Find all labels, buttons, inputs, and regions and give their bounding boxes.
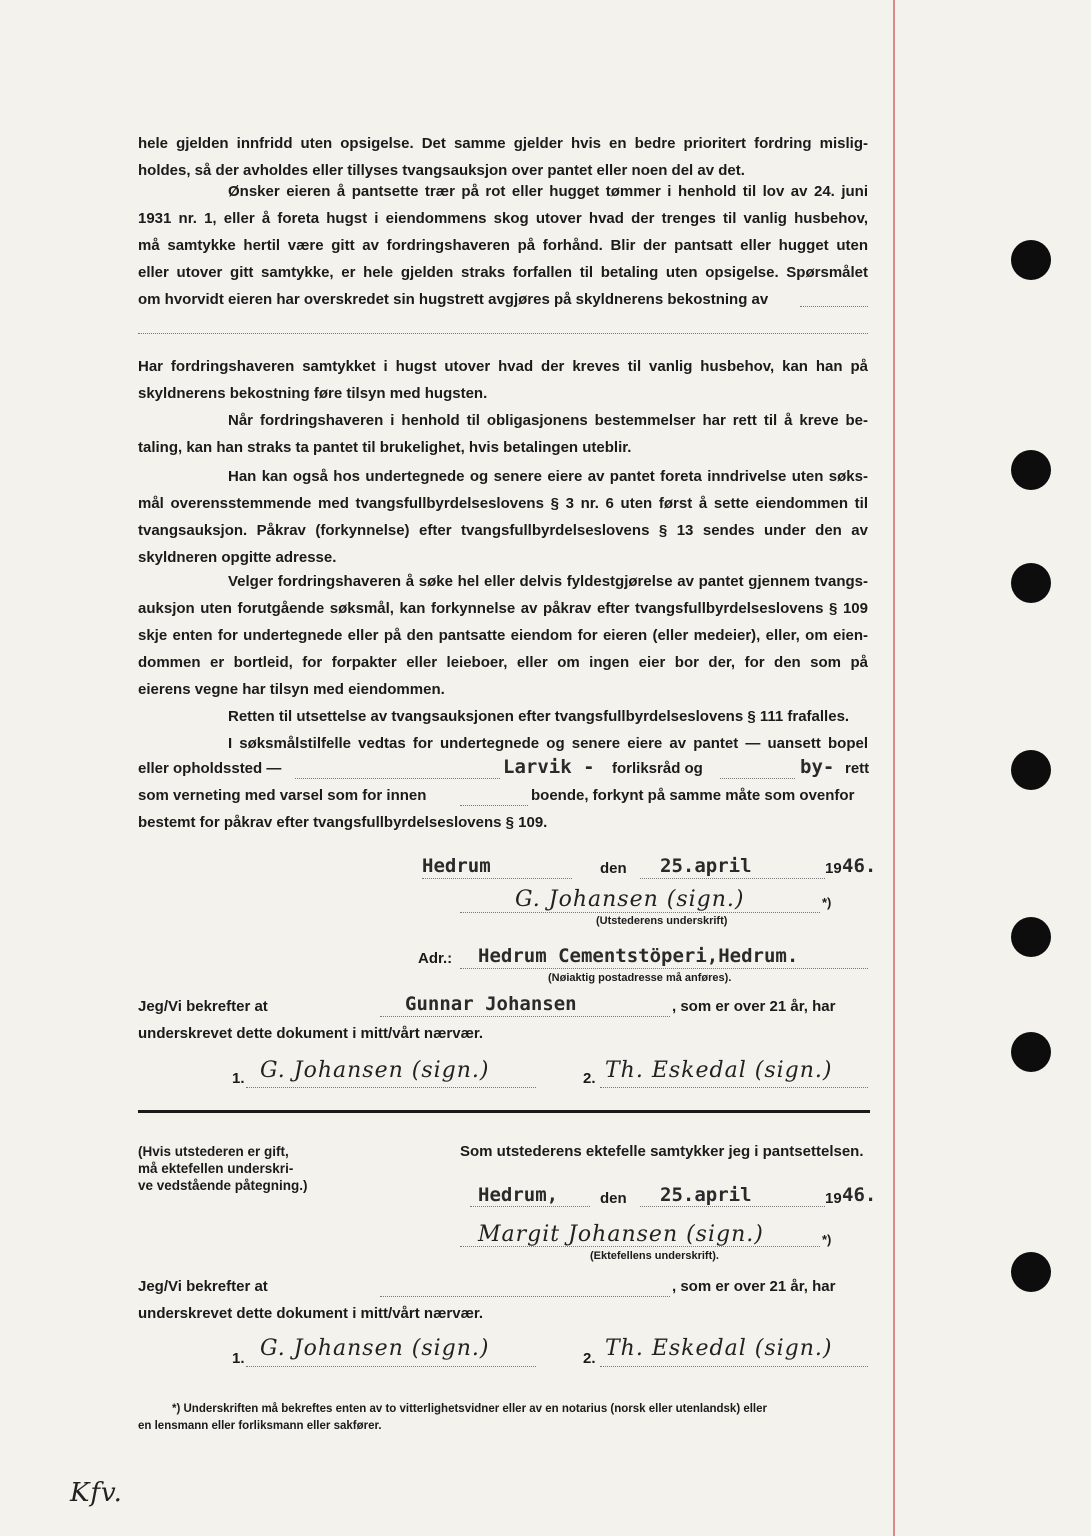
- issuer-year: 46.: [842, 855, 877, 877]
- footnote: *) Underskriften må bekreftes enten av to vitterlighetsvidner eller av en notarius (norsk eller utenlandsk) eller en lensmann eller forliksmann eller sakfører.: [138, 1403, 767, 1432]
- signature-line: [600, 1087, 868, 1088]
- paragraph-timber: Ønsker eieren å pantsette trær på rot eller hugget tømmer i henhold til lov av 24. juni 1931 nr. 1, eller å foreta hugst i eiendommens skog utover hvad der trenges til vanlig husbehov, må samtykke hertil være gitt av fordringshaveren på forhånd. Blir der pantsatt eller hugget uten eller utover gitt samtykke, er hele gjelden straks forfallen til betaling uten opsigelse. Spørsmålet om hvorvidt eieren har overskredet sin hugstrett avgjøres på skyldnerens bekostning av: [138, 183, 868, 308]
- witness-number: 2.: [583, 1350, 596, 1367]
- venue-line: som verneting med varsel som for innen: [138, 787, 427, 804]
- blank-line: [470, 1206, 590, 1207]
- witness-signature: G. Johansen (sign.): [260, 1058, 490, 1083]
- paragraph-default: hele gjelden innfridd uten opsigelse. Det samme gjelder hvis en bedre prioritert fordring mislig- holdes, så der avholdes eller tillyses tvangsauksjon over pantet eller noen del av det.: [138, 135, 868, 179]
- issuer-date: 25.april: [660, 855, 752, 877]
- issuer-place: Hedrum: [422, 855, 491, 877]
- paragraph-postponement: Retten til utsettelse av tvangsauksjonen efter tvangsfullbyrdelseslovens § 111 frafalles.: [228, 708, 850, 725]
- year-prefix: 19: [825, 1190, 842, 1207]
- paragraph-auction: Velger fordringshaveren å søke hel eller delvis fyldestgjørelse av pantet gjennem tvangs- auksjon uten forutgående søksmål, kan forkynnelse av påkrav efter tvangsfullbyrdelseslovens § 109 skje enten for undertegnede eller på den pantsatte eiendom for eieren (eller medeier), eller, om eien- dommen er bortleid, for forpakter eller leieboer, eller om ingen eier bor der, for den som på eierens vegne har tilsyn med eiendommen.: [138, 573, 868, 698]
- witness-signature: G. Johansen (sign.): [260, 1336, 490, 1361]
- den-label: den: [600, 1190, 627, 1207]
- signature-line: [246, 1087, 536, 1088]
- footnote-marker: *): [822, 895, 832, 910]
- witness-signature: Th. Eskedal (sign.): [605, 1336, 833, 1361]
- blank-line: [295, 778, 500, 779]
- blank-line: [800, 306, 868, 307]
- punch-hole: [1011, 563, 1051, 603]
- spouse-consent: Som utstederens ektefelle samtykker jeg i pantsettelsen.: [460, 1143, 864, 1160]
- venue-rett: rett: [845, 760, 870, 777]
- signature-line: [460, 912, 820, 913]
- punch-hole: [1011, 1032, 1051, 1072]
- year-prefix: 19: [825, 860, 842, 877]
- blank-line: [460, 805, 528, 806]
- issuer-address: Hedrum Cementstöperi,Hedrum.: [478, 945, 799, 967]
- signature-line: [246, 1366, 536, 1367]
- spouse-place: Hedrum,: [478, 1184, 559, 1206]
- paragraph-supervision: Har fordringshaveren samtykket i hugst utover hvad der kreves til vanlig husbehov, kan han på skyldnerens bekostning føre tilsyn med hugsten.: [138, 358, 868, 402]
- blank-line: [640, 1206, 825, 1207]
- witness-number: 2.: [583, 1070, 596, 1087]
- venue-line: boende, forkynt på samme måte som ovenfor: [531, 787, 855, 804]
- margin-handwritten-mark: Kfv.: [70, 1478, 123, 1508]
- punch-hole: [1011, 1252, 1051, 1292]
- witness-line: underskrevet dette dokument i mitt/vårt nærvær.: [138, 1025, 484, 1042]
- punch-hole: [1011, 450, 1051, 490]
- blank-line: [422, 878, 572, 879]
- signature-line: [460, 1246, 820, 1247]
- venue-place: Larvik -: [503, 756, 595, 778]
- blank-line: [640, 878, 825, 879]
- paragraph-payment: Når fordringshaveren i henhold til obligasjonens bestemmelser har rett til å kreve be- taling, kan han straks ta pantet til brukelighet, hvis betalingen uteblir.: [138, 412, 868, 456]
- punch-hole: [1011, 750, 1051, 790]
- blank-line: [380, 1296, 670, 1297]
- venue-forliksrad: forliksråd og: [612, 760, 703, 777]
- witness-prefix: Jeg/Vi bekrefter at: [138, 998, 268, 1015]
- blank-line: [138, 333, 868, 334]
- spouse-signature: Margit Johansen (sign.): [478, 1222, 764, 1247]
- section-divider: [138, 1110, 870, 1113]
- witness-number: 1.: [232, 1070, 245, 1087]
- margin-rule: [893, 0, 895, 1536]
- punch-hole: [1011, 917, 1051, 957]
- blank-line: [460, 968, 868, 969]
- spouse-side-note: (Hvis utstederen er gift, må ektefellen underskri- ve vedstående påtegning.): [138, 1144, 308, 1193]
- witness-signature: Th. Eskedal (sign.): [605, 1058, 833, 1083]
- footnote-marker: *): [822, 1232, 832, 1247]
- address-label: Adr.:: [418, 950, 453, 967]
- issuer-signature: G. Johansen (sign.): [515, 887, 745, 912]
- witness-line: underskrevet dette dokument i mitt/vårt nærvær.: [138, 1305, 484, 1322]
- address-caption: (Nøiaktig postadresse må anføres).: [548, 972, 732, 984]
- blank-line: [720, 778, 795, 779]
- signature-caption: (Ektefellens underskrift).: [590, 1250, 719, 1262]
- signature-caption: (Utstederens underskrift): [596, 915, 728, 927]
- venue-label: eller opholdssted —: [138, 760, 282, 777]
- witness-prefix: Jeg/Vi bekrefter at: [138, 1278, 268, 1295]
- paragraph-venue: I søksmålstilfelle vedtas for undertegnede og senere eiere av pantet — uansett bopel: [228, 735, 868, 752]
- paragraph-collection: Han kan også hos undertegnede og senere eiere av pantet foreta inndrivelse uten søks- mål overensstemmende med tvangsfullbyrdelseslovens § 3 nr. 6 uten først å sette eiendommen til tvangsauksjon. Påkrav (forkynnelse) efter tvangsfullbyrdelseslovens § 13 sendes under den av skyldneren opgitte adresse.: [138, 468, 868, 566]
- venue-line: bestemt for påkrav efter tvangsfullbyrdelseslovens § 109.: [138, 814, 548, 831]
- signature-line: [600, 1366, 868, 1367]
- witnessed-name: Gunnar Johansen: [405, 993, 577, 1015]
- punch-hole: [1011, 240, 1051, 280]
- blank-line: [380, 1016, 670, 1017]
- witness-number: 1.: [232, 1350, 245, 1367]
- witness-suffix: , som er over 21 år, har: [672, 998, 836, 1015]
- spouse-year: 46.: [842, 1184, 877, 1206]
- witness-suffix: , som er over 21 år, har: [672, 1278, 836, 1295]
- venue-by: by-: [800, 756, 835, 778]
- den-label: den: [600, 860, 627, 877]
- spouse-date: 25.april: [660, 1184, 752, 1206]
